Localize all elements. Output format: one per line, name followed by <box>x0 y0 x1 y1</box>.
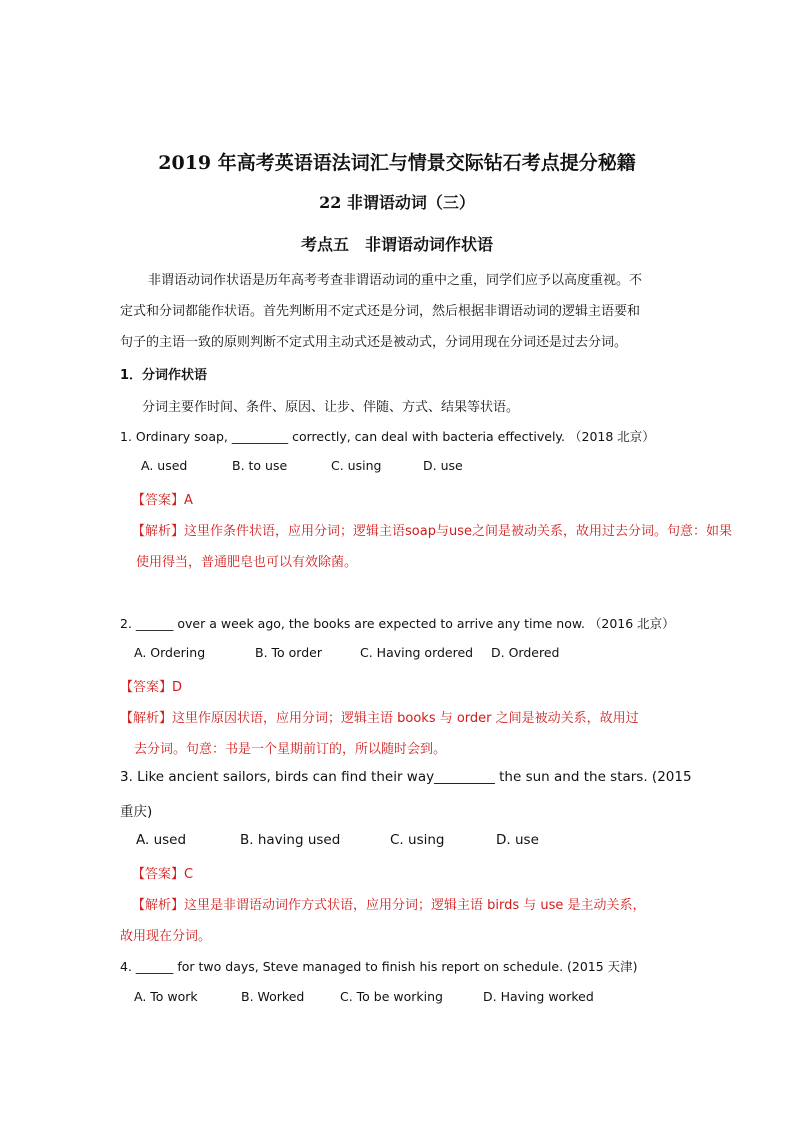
question-stem: 1. Ordinary soap, _________ correctly, can deal with bacteria effectively. （2018 北京） <box>120 429 655 444</box>
analysis-line: 【解析】这里是非谓语动词作方式状语，应用分词；逻辑主语 birds 与 use 是主动关系， <box>132 898 646 913</box>
question-stem: 4. ______ for two days, Steve managed to finish his report on schedule. (2015 天津) <box>120 959 638 974</box>
option: D. use <box>496 832 539 848</box>
option: D. Ordered <box>491 645 560 660</box>
question-stem-continued: 重庆) <box>120 804 153 820</box>
option: C. using <box>331 458 382 473</box>
option: D. use <box>423 458 463 473</box>
document-title: 2019 年高考英语语法词汇与情景交际钻石考点提分秘籍 <box>158 152 636 174</box>
answer: 【答案】A <box>132 493 193 508</box>
question-stem: 3. Like ancient sailors, birds can find their way_________ the sun and the stars. (2015 <box>120 769 692 785</box>
option: A. used <box>136 832 187 848</box>
option: B. to use <box>232 458 288 473</box>
subheading: 1．分词作状语 <box>120 368 208 383</box>
option: C. To be working <box>340 989 443 1004</box>
option: C. Having ordered <box>360 645 474 660</box>
question-stem: 2. ______ over a week ago, the books are expected to arrive any time now. （2016 北京） <box>120 616 675 631</box>
option: B. To order <box>255 645 322 660</box>
option: A. To work <box>134 989 198 1004</box>
intro-line: 定式和分词都能作状语。首先判断用不定式还是分词，然后根据非谓语动词的逻辑主语要和 <box>120 304 641 319</box>
option: D. Having worked <box>483 989 594 1004</box>
intro-line: 非谓语动词作状语是历年高考考查非谓语动词的重中之重，同学们应予以高度重视。不 <box>148 273 643 288</box>
intro-line: 句子的主语一致的原则判断不定式用主动式还是被动式，分词用现在分词还是过去分词。 <box>120 335 628 350</box>
option: C. using <box>390 832 445 848</box>
option: A. used <box>141 458 188 473</box>
analysis-line: 使用得当，普通肥皂也可以有效除菌。 <box>136 555 358 570</box>
answer: 【答案】D <box>120 680 183 695</box>
option: B. Worked <box>241 989 305 1004</box>
section-heading: 考点五 非谓语动词作状语 <box>300 235 493 254</box>
answer: 【答案】C <box>132 867 194 882</box>
subheading-description: 分词主要作时间、条件、原因、让步、伴随、方式、结果等状语。 <box>142 400 520 415</box>
option: A. Ordering <box>134 645 206 660</box>
analysis-line: 故用现在分词。 <box>120 929 212 944</box>
analysis-line: 去分词。句意：书是一个星期前订的，所以随时会到。 <box>134 742 447 757</box>
option: B. having used <box>240 832 341 848</box>
analysis-line: 【解析】这里作条件状语，应用分词；逻辑主语soap与use之间是被动关系，故用过去分词。句意：如果 <box>132 524 732 539</box>
document-subtitle: 22 非谓语动词（三） <box>319 193 475 212</box>
analysis-line: 【解析】这里作原因状语，应用分词；逻辑主语 books 与 order 之间是被动关系，故用过 <box>120 711 639 726</box>
